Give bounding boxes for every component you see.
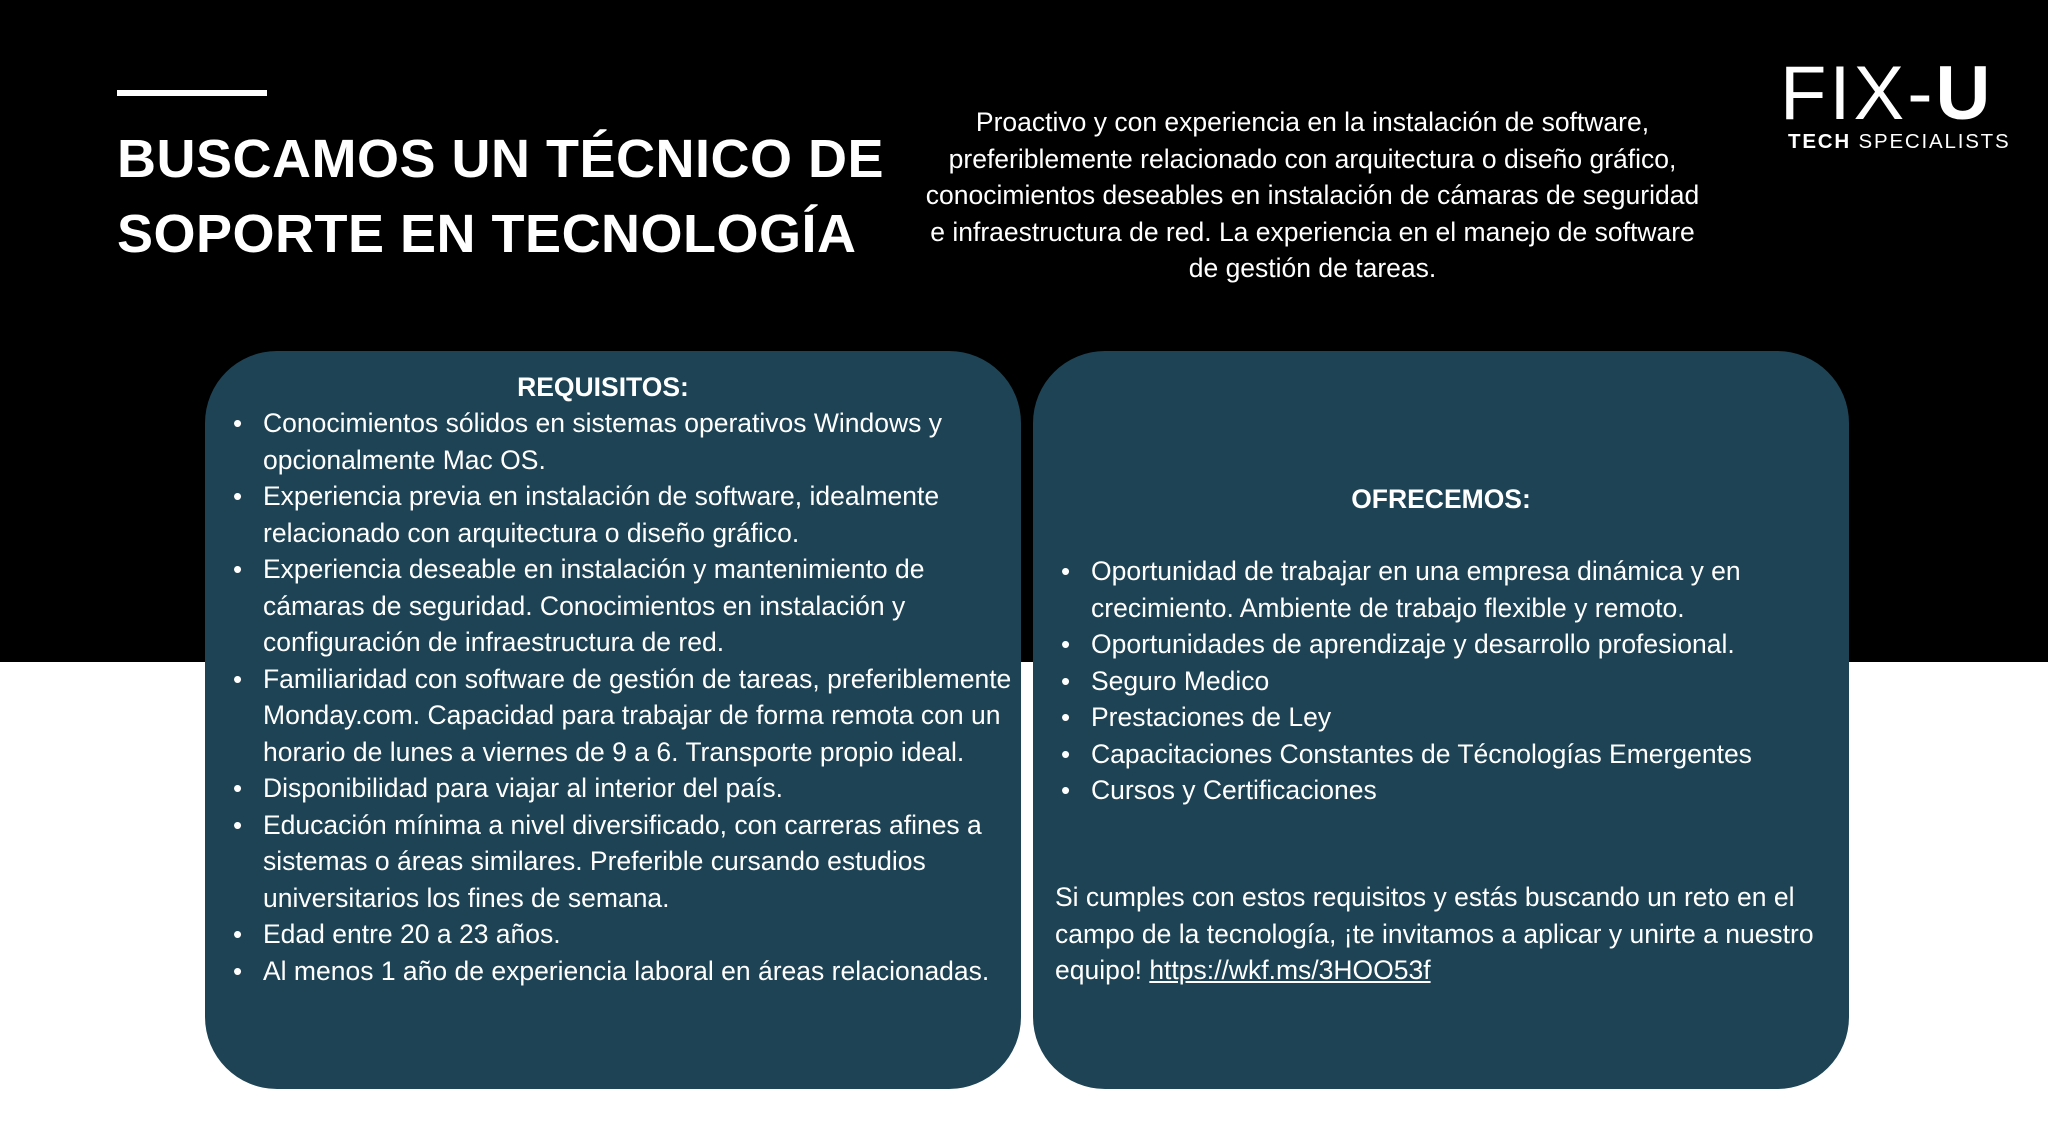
requisitos-list <box>205 405 1033 989</box>
ofrecemos-title: OFRECEMOS: <box>1351 484 1531 514</box>
list-item: • Edad entre 20 a 23 años. <box>263 916 1033 953</box>
list-item: • Seguro Medico <box>1091 663 1851 700</box>
ofrecemos-list <box>1033 553 1851 809</box>
requisitos-title: REQUISITOS: <box>517 372 689 402</box>
list-item: • Conocimientos sólidos en sistemas operativos Windows y opcionalmente Mac OS. <box>263 405 1033 478</box>
list-item: • Disponibilidad para viajar al interior del país. <box>263 770 1033 807</box>
page-title-line-1: BUSCAMOS UN TÉCNICO DE <box>117 129 885 189</box>
logo-wordmark <box>1780 51 2000 136</box>
logo-tagline <box>1788 130 2011 154</box>
list-item: • Educación mínima a nivel diversificado, con carreras afines a sistemas o áreas similares. Preferible cursando estudios universitarios los fines de semana. <box>263 807 1033 917</box>
page-title <box>117 122 897 272</box>
apply-link[interactable]: https://wkf.ms/3HOO53f <box>1149 955 1431 985</box>
logo-word-bold: U <box>1935 51 1994 136</box>
logo-tag-light: SPECIALISTS <box>1858 130 2011 153</box>
list-item: • Oportunidades de aprendizaje y desarrollo profesional. <box>1091 626 1851 663</box>
page-title-line-2: SOPORTE EN TECNOLOGÍA <box>117 204 857 264</box>
list-item: • Prestaciones de Ley <box>1091 699 1851 736</box>
list-item: • Familiaridad con software de gestión de tareas, preferiblemente Monday.com. Capacidad para trabajar de forma remota con un horario de lunes a viernes de 9 a 6. Transporte propio ideal. <box>263 661 1033 771</box>
call-to-action <box>1055 879 1825 989</box>
ofrecemos-card <box>1033 351 1849 1089</box>
list-item: • Capacitaciones Constantes de Técnologías Emergentes <box>1091 736 1851 773</box>
list-item: • Experiencia previa en instalación de software, idealmente relacionado con arquitectura o diseño gráfico. <box>263 478 1033 551</box>
list-item: • Experiencia deseable en instalación y mantenimiento de cámaras de seguridad. Conocimientos en instalación y configuración de infraestructura de red. <box>263 551 1033 661</box>
list-item: • Cursos y Certificaciones <box>1091 772 1851 809</box>
intro-paragraph: Proactivo y con experiencia en la instalación de software, preferiblemente relacionado con arquitectura o diseño gráfico, conocimientos deseables en instalación de cámaras de seguridad e infraestructura de red. La experiencia en el manejo de software de gestión de tareas. <box>925 107 1700 283</box>
fix-u-logo <box>1780 51 2011 156</box>
accent-line <box>117 90 267 96</box>
list-item: • Oportunidad de trabajar en una empresa dinámica y en crecimiento. Ambiente de trabajo flexible y remoto. <box>1091 553 1851 626</box>
requisitos-card <box>205 351 1021 1089</box>
list-item: • Al menos 1 año de experiencia laboral en áreas relacionadas. <box>263 953 1033 990</box>
logo-tag-bold: TECH <box>1788 130 1852 153</box>
logo-word-light: FIX- <box>1780 51 1936 136</box>
cta-text: Si cumples con estos requisitos y estás buscando un reto en el campo de la tecnología, ¡te invitamos a aplicar y unirte a nuestro equipo! <box>1055 882 1814 985</box>
